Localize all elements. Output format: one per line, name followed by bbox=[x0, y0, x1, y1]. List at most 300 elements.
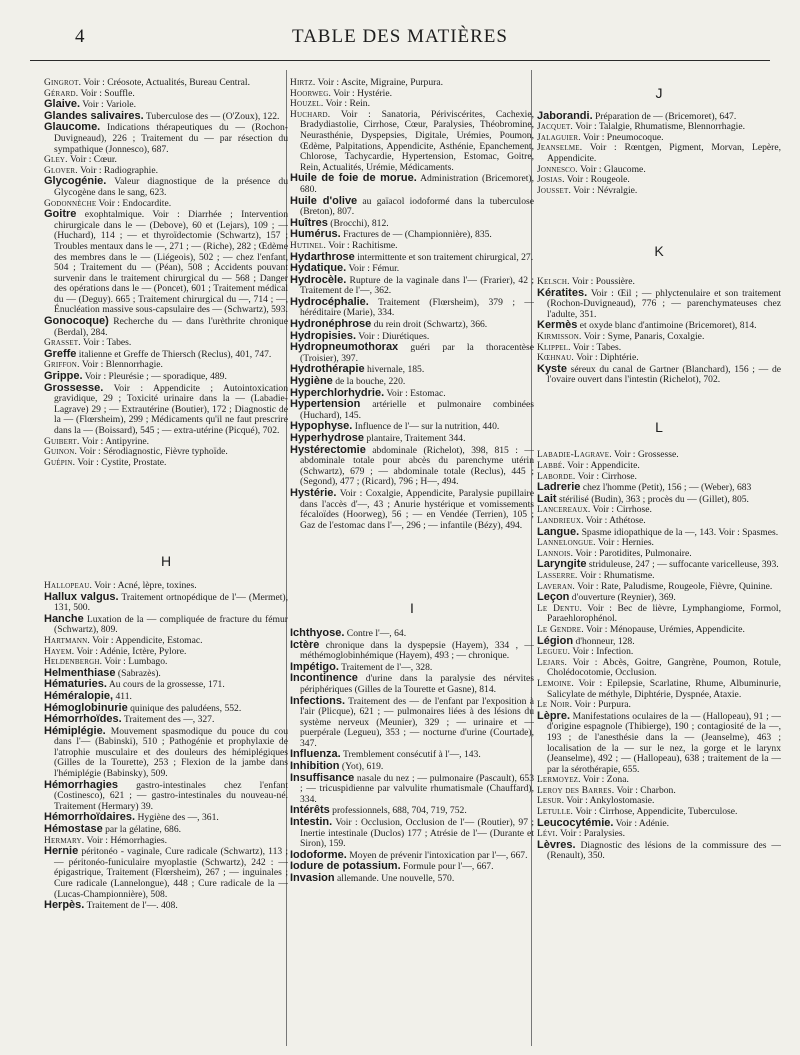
entry-heading: Le Noir. bbox=[537, 700, 573, 711]
entry-heading: Jonnesco. bbox=[537, 164, 578, 175]
entry-heading: Gley. bbox=[44, 155, 68, 166]
entry-text: Valeur diagnostique de la présence du Glycogène dans le sang, 623. bbox=[54, 176, 288, 198]
entry-text: gastro-intestinales chez l'enfant (Costinesco), 621 ; — gastro-intestinales du nouveau-né. Traitement (Hermary) 39. bbox=[54, 779, 288, 812]
index-entry bbox=[290, 297, 534, 319]
entry-text: plantaire, Traitement 344. bbox=[363, 433, 466, 444]
entry-text: Voir : Tabes. bbox=[80, 337, 132, 349]
entry-text: Au cours de la grossesse, 171. bbox=[106, 679, 225, 691]
entry-text: Voir : Charbon. bbox=[614, 784, 676, 796]
entry-text: Administration (Bricemoret), 680. bbox=[300, 173, 534, 195]
entry-heading: Leucocytémie. bbox=[537, 816, 614, 829]
spacer bbox=[537, 257, 781, 277]
entry-text: Voir : Occlusion, Occlusion de l'— (Routier), 97 ; Inertie intestinale (Duclos) 177 ; Atrésie de l'— (Durante et Siron), 159. bbox=[300, 817, 534, 850]
index-entry bbox=[44, 458, 288, 469]
index-entry bbox=[537, 559, 781, 571]
entry-text: Voir : Lumbago. bbox=[102, 656, 168, 668]
index-entry bbox=[44, 780, 288, 813]
entry-heading: Lermoyez. bbox=[537, 775, 581, 786]
index-entry bbox=[537, 582, 781, 593]
entry-heading: Grossesse. bbox=[44, 381, 104, 394]
entry-text: Voir : Endocardite. bbox=[96, 197, 172, 209]
section-letter: J bbox=[655, 85, 663, 101]
entry-heading: Herpès. bbox=[44, 899, 85, 912]
entry-text: Voir : Rachitisme. bbox=[325, 239, 398, 251]
entry-text: (Sabrazès). bbox=[115, 667, 161, 679]
index-entry bbox=[44, 199, 288, 210]
entry-text: Voir : Sanatoria, Périviscérites, Cachexie, Bradydiastolie, Cirrhose, Cœur, Paralysies, Théobromine, Neurasthénie, Dyspepsies, Digitale, Urémies, Poumon, Œdème, Palpitations, Appendicite, Asthénie, Epanchement, Chlorose, Tachycardie, Hypertension, Estomac, Goitre, Rein, Actualités, Urémie, Médicaments. bbox=[300, 108, 534, 173]
entry-text: Voir : Rougeole. bbox=[564, 174, 630, 186]
index-entry bbox=[290, 628, 534, 640]
spacer bbox=[290, 531, 534, 603]
entry-heading: Labbé. bbox=[537, 461, 565, 472]
index-entry bbox=[537, 711, 781, 776]
entry-heading: Helmenthiase bbox=[44, 666, 116, 679]
entry-heading: Goitre bbox=[44, 208, 77, 221]
entry-heading: Labadie-Lagrave. bbox=[537, 450, 612, 461]
index-entry bbox=[537, 700, 781, 711]
entry-text: Traitement (Flœrsheim), 379 ; — héréditaire (Marie), 334. bbox=[300, 296, 534, 319]
entry-heading: Huile d'olive bbox=[290, 194, 358, 207]
entry-heading: Glaive. bbox=[44, 98, 81, 111]
entry-heading: Legueu. bbox=[537, 647, 571, 658]
index-entry bbox=[290, 342, 534, 364]
entry-text: d'ouverture (Reynier), 369. bbox=[569, 592, 676, 604]
index-entry bbox=[44, 592, 288, 614]
entry-heading: Hermary. bbox=[44, 835, 85, 846]
index-entry bbox=[290, 640, 534, 662]
entry-heading: Guépin. bbox=[44, 457, 76, 468]
entry-text: Voir : Parotidites, Pulmonaire. bbox=[573, 547, 692, 559]
index-entry bbox=[537, 505, 781, 516]
entry-text: Indications thérapeutiques du — (Rochon-Duvigneaud), 226 ; Traitement du — par résection du sympathique (Jonnesco), 687. bbox=[54, 122, 288, 155]
section-letter: K bbox=[654, 243, 664, 260]
entry-text: Voir : Glaucome. bbox=[577, 163, 646, 175]
entry-text: Voir : Appendicite. bbox=[564, 460, 640, 472]
entry-heading: Hyperchlorhydrie. bbox=[290, 386, 385, 399]
entry-heading: Hirtz. bbox=[290, 78, 316, 88]
index-entry bbox=[537, 625, 781, 636]
entry-text: Contre l'—, 64. bbox=[344, 627, 407, 639]
entry-heading: Hydrocéphalie. bbox=[290, 295, 369, 308]
entry-text: Luxation de la — compliquée de fracture du fémur (Schwartz), 809. bbox=[54, 613, 288, 636]
entry-text: (Brocchi), 812. bbox=[327, 217, 389, 229]
entry-heading: Lemoine. bbox=[537, 678, 574, 689]
entry-heading: Letulle. bbox=[537, 807, 574, 818]
entry-heading: Hydrocèle. bbox=[290, 273, 347, 286]
entry-heading: Intestin. bbox=[290, 816, 333, 829]
entry-heading: Jeanselme. bbox=[537, 143, 583, 154]
entry-text: péritonéo - vaginale, Cure radicale (Schwartz), 113 ; — péritonéo-funiculaire myoplastie (Schwartz), 242 : — épigastrique, Traitement (Flœrsheim), 267 ; — inguinales ; Cure radicale (Lannelongue), 448 ; Cure radicale de la — (Lucas-Championnière), 508. bbox=[54, 846, 288, 900]
entry-heading: Hydronéphrose bbox=[290, 318, 372, 331]
entry-text: nasale du nez ; — pulmonaire (Pascault), 653 ; — tricuspidienne par valvulite rhumatismale (Chauffard), 334. bbox=[300, 772, 534, 805]
entry-heading: Leçon bbox=[537, 591, 570, 604]
page-header bbox=[30, 22, 770, 56]
entry-heading: Ichthyose. bbox=[290, 626, 345, 639]
entry-heading: Jalaguier. bbox=[537, 132, 581, 143]
entry-heading: Iodoforme. bbox=[290, 848, 347, 861]
entry-text: chronique dans la dyspepsie (Hayem), 334 , — méthémoglobinhémique (Hayem), 493 ; — chronique. bbox=[300, 639, 534, 662]
entry-text: Voir : Infection. bbox=[570, 646, 634, 658]
entry-heading: Hallopeau. bbox=[44, 580, 93, 591]
entry-text: Traitement de l'—. 408. bbox=[84, 900, 178, 912]
spacer bbox=[537, 386, 781, 422]
entry-heading: Hémorrhagies bbox=[44, 778, 118, 791]
index-entry bbox=[290, 110, 534, 174]
index-entry bbox=[44, 836, 288, 847]
entry-text: Voir : Talalgie, Rhumatisme, Blennorrhagie. bbox=[572, 121, 745, 133]
entry-text: italienne et Greffe de Thiersch (Reclus), 401, 747. bbox=[76, 348, 272, 360]
entry-heading: Hanche bbox=[44, 612, 84, 625]
entry-heading: Huchard. bbox=[290, 109, 331, 120]
index-entry bbox=[44, 338, 288, 349]
entry-heading: Lannois. bbox=[537, 548, 574, 559]
index-entry bbox=[537, 482, 781, 494]
entry-text: striduleuse, 247 ; — suffocante varicelleuse, 393. bbox=[586, 559, 779, 571]
index-entry bbox=[537, 679, 781, 700]
entry-text: Voir : Syme, Panaris, Coxalgie. bbox=[581, 330, 705, 342]
index-entry bbox=[290, 196, 534, 218]
entry-heading: Grasset. bbox=[44, 338, 81, 349]
entry-heading: Lancereaux. bbox=[537, 505, 591, 516]
index-entry bbox=[44, 316, 288, 338]
entry-text: Voir : Coxalgie, Appendicite, Paralysie pupillaire dans l'accès d'—, 43 ; Anurie hystérique et vomissements fécaloïdes (Hoorweg), 56 ; — en Vendée (Terrien), 105 ; Gaz de l'estomac dans l'—, 296 ; — infantile (Bézy), 494. bbox=[300, 487, 534, 531]
entry-text: Voir : Grossesse. bbox=[611, 449, 679, 461]
entry-heading: Laborde. bbox=[537, 471, 576, 482]
index-entry bbox=[290, 399, 534, 421]
entry-text: par la gélatine, 686. bbox=[102, 824, 182, 836]
spacer bbox=[537, 196, 781, 246]
entry-heading: Jousset. bbox=[537, 185, 572, 196]
entry-text: Voir : Cirrhose. bbox=[590, 504, 652, 516]
entry-text: et oxyde blanc d'antimoine (Bricemoret), 814. bbox=[577, 320, 757, 332]
entry-heading: Lasserre. bbox=[537, 571, 578, 581]
entry-heading: Glandes salivaires. bbox=[44, 109, 144, 122]
entry-heading: Iodure de potassium. bbox=[290, 860, 401, 873]
entry-heading: Kirmisson. bbox=[537, 331, 582, 342]
entry-text: d'honneur, 128. bbox=[573, 635, 635, 647]
section-letter: I bbox=[410, 600, 414, 617]
entry-heading: Lait bbox=[537, 492, 557, 505]
entry-text: Mouvement spasmodique du pouce du cou dans l'— (Babinski), 510 ; Pathogénie et prophylaxie de l'atrophie musculaire et des douleurs des hémiplégiques (Gilles de la Tourette), 253 ; Flexion de la jambe dans l'hémiplégie (Babinsky), 509. bbox=[54, 725, 288, 780]
entry-heading: Hématuries. bbox=[44, 678, 107, 691]
entry-text: Voir : Antipyrine. bbox=[79, 435, 150, 447]
entry-text: quinique des paludéens, 552. bbox=[127, 702, 242, 714]
entry-heading: Kermès bbox=[537, 319, 578, 332]
entry-heading: Ictère bbox=[290, 638, 320, 651]
entry-text: abdominale (Richelot), 398, 815 : — abdominale totale pour abcès du parenchyme utérin (Schwartz), 679 ; — abdominale totale (Reclus), 445 ; (Segond), 477 ; (Ricard), 796 ; H—, 494. bbox=[300, 444, 534, 488]
entry-heading: Hallux valgus. bbox=[44, 590, 119, 603]
entry-heading: Hémostase bbox=[44, 823, 103, 836]
entry-heading: Godonnèche bbox=[44, 198, 97, 209]
entry-heading: Ladrerie bbox=[537, 481, 581, 494]
entry-text: Voir : Poussière. bbox=[569, 275, 635, 287]
entry-heading: Jaborandi. bbox=[537, 109, 593, 122]
entry-text: Voir : Purpura. bbox=[572, 699, 631, 711]
index-entry bbox=[290, 78, 534, 89]
entry-heading: Hygiène bbox=[290, 375, 333, 388]
entry-text: Voir : Blennorrhagie. bbox=[79, 359, 163, 371]
index-entry bbox=[537, 186, 781, 197]
entry-heading: Glycogénie. bbox=[44, 175, 107, 188]
entry-text: Voir : Rein. bbox=[323, 98, 371, 110]
entry-text: artérielle et pulmonaire combinées (Huchard), 145. bbox=[300, 399, 534, 421]
index-entry bbox=[537, 143, 781, 164]
running-title: TABLE DES MATIÈRES bbox=[292, 26, 508, 47]
section-letter: L bbox=[655, 418, 663, 435]
entry-text: Voir : Ascite, Migraine, Purpura. bbox=[315, 78, 444, 88]
entry-heading: Josias. bbox=[537, 175, 565, 186]
entry-text: intermittente et son traitement chirurgical, 27. bbox=[354, 251, 534, 263]
entry-heading: Lèvres. bbox=[537, 838, 576, 851]
entry-text: d'urine dans la paralysie des nérvites périphériques (Gilles de la Tourette et Gasne), 814. bbox=[300, 673, 534, 695]
entry-text: Voir : Cirrhose, Appendicite, Tuberculose. bbox=[573, 806, 738, 818]
entry-heading: Lannelongue. bbox=[537, 538, 596, 549]
entry-heading: Jacquet. bbox=[537, 122, 573, 133]
entry-text: Voir : Appendicite ; Autointoxication gravidique, 29 ; Toxicité urinaire dans la — (Labadie-Lagrave) 29 ; — Extrautérine (Boutier), 172 ; Diagnostic de la — (Flœrsheim), 299 ; Médicaments qu'il ne faut prescrire dans la — (Boissard), 545 ; — extra-utérine (Picqué), 702. bbox=[54, 382, 288, 436]
index-entry bbox=[537, 288, 781, 321]
entry-heading: Hypophyse. bbox=[290, 420, 353, 433]
entry-text: exophtalmique. Voir : Diarrhée ; Intervention chirurgicale dans le — (Debove), 60 et (Lejars), 109 ; — (Huchard), 114 ; — et thyroïdectomie (Schwartz), 157 ; Troubles mentaux dans le —, 271 ; — (Riche), 282 ; Œdème des membres dans le — (Liégeois), 502 ; — chez l'enfant, 504 ; Traitement du — (Péan), 508 ; Accidents pouvant survenir dans le traitement chirurgical du — 568 ; Danger des opérations dans le — (Poncet), 601 ; Traitement médical du — (Deguy). 665 ; Traitement chirurgical du —, 714 ; —, Énucléation massive sous-capsulaire des — (Schwartz), 593. bbox=[54, 209, 288, 316]
entry-text: Voir : Athétose. bbox=[583, 515, 646, 527]
entry-text: Fractures de — (Championnière), 835. bbox=[340, 229, 492, 241]
entry-heading: Houzel. bbox=[290, 99, 324, 110]
entry-text: Voir : Hémorrhagies. bbox=[84, 834, 168, 846]
entry-heading: Impétigo. bbox=[290, 660, 339, 673]
index-entry bbox=[290, 873, 534, 885]
entry-text: Voir : Epilepsie, Scarlatine, Rhume, Albuminurie, Salicylate de méthyle, Diphtérie, Dyspnée, Ataxie. bbox=[547, 677, 781, 700]
entry-heading: Incontinence bbox=[290, 672, 358, 685]
index-entry bbox=[537, 658, 781, 679]
entry-text: Voir : Hernies. bbox=[595, 537, 654, 549]
entry-text: Voir : Adénie. bbox=[613, 817, 670, 829]
index-entry bbox=[44, 383, 288, 437]
entry-text: Voir : Cirrhose. bbox=[575, 470, 637, 482]
entry-text: Voir : Diphtérie. bbox=[573, 352, 639, 364]
page-number: 4 bbox=[75, 26, 85, 47]
entry-heading: Gonocoque) bbox=[44, 315, 109, 328]
entry-text: Voir : Fémur. bbox=[346, 263, 400, 275]
entry-text: Voir : Adénie, Ictère, Pylore. bbox=[74, 645, 187, 657]
index-column-1 bbox=[44, 78, 288, 1048]
entry-heading: Laryngite bbox=[537, 558, 587, 571]
entry-heading: Hydropneumothorax bbox=[290, 341, 399, 354]
index-entry bbox=[44, 209, 288, 316]
entry-text: Voir : Rate, Paludisme, Rougeole, Fièvre, Quinine. bbox=[574, 580, 773, 592]
entry-heading: Heldenbergh. bbox=[44, 657, 103, 668]
entry-heading: Glover. bbox=[44, 165, 78, 176]
entry-heading: Glaucome. bbox=[44, 121, 101, 134]
index-entry bbox=[290, 488, 534, 531]
index-entry bbox=[44, 900, 288, 912]
entry-text: Voir : Pneumocoque. bbox=[580, 131, 664, 143]
entry-text: Voir : Sérodiagnostic, Fièvre typhoïde. bbox=[77, 446, 228, 458]
index-column-3 bbox=[537, 78, 781, 1048]
entry-heading: Kératites. bbox=[537, 286, 588, 299]
entry-heading: Hémorrhoïdaires. bbox=[44, 811, 136, 824]
entry-heading: Invasion bbox=[290, 872, 335, 884]
entry-heading: Hémorrhoïdes. bbox=[44, 713, 122, 726]
index-entry bbox=[290, 673, 534, 695]
entry-heading: Guibert. bbox=[44, 436, 80, 447]
entry-heading: Héméralopie, bbox=[44, 689, 114, 702]
entry-heading: Kœhnau. bbox=[537, 353, 574, 364]
entry-heading: Insuffisance bbox=[290, 771, 355, 784]
index-entry bbox=[537, 604, 781, 625]
spacer bbox=[290, 614, 534, 628]
entry-heading: Hydarthrose bbox=[290, 250, 355, 263]
entry-heading: Griffon. bbox=[44, 360, 80, 371]
entry-heading: Lévi. bbox=[537, 829, 558, 840]
entry-text: Traitement des —, 327. bbox=[121, 714, 215, 726]
entry-text: Spasme idiopathique de la —, 143. Voir : Spasmes. bbox=[579, 526, 779, 538]
entry-text: Manifestations oculaires de la — (Hallopeau), 91 ; — d'origine espagnole (Thibierge), 190 ; contagiosité de la —, 193 ; de l'anesthésie dans la — (Jeanselme), 463 ; localisation de la — sur le nez, la gorge et le larynx (Jeanselme), 492 ; — (Hallopeau), 638 ; traitement de la — par la sérothérapie, 655. bbox=[547, 710, 781, 775]
index-column-2 bbox=[290, 78, 534, 1048]
entry-heading: Hypertension bbox=[290, 398, 361, 411]
index-entry bbox=[537, 494, 781, 506]
entry-text: Voir : Variole. bbox=[80, 99, 137, 111]
entry-text: Recherche du — dans l'urèthrite chronique (Berdal), 284. bbox=[54, 316, 288, 338]
entry-text: de la bouche, 220. bbox=[332, 376, 406, 388]
entry-text: Préparation de — (Bricemoret), 647. bbox=[592, 110, 737, 122]
entry-heading: Guinon. bbox=[44, 447, 78, 458]
spacer bbox=[44, 567, 288, 581]
entry-text: Voir : Hystérie. bbox=[331, 87, 392, 99]
entry-heading: Lesur. bbox=[537, 796, 565, 807]
entry-text: Voir : Pleurésie ; — sporadique, 489. bbox=[82, 371, 227, 383]
entry-text: Voir : Ankylostomasie. bbox=[564, 795, 655, 807]
entry-text: Voir : Diurétiques. bbox=[356, 330, 430, 342]
entry-heading: Hémiplégie. bbox=[44, 724, 106, 737]
entry-text: Moyen de prévenir l'intoxication par l'—, 667. bbox=[346, 849, 528, 861]
entry-text: Voir : Abcès, Goitre, Gangrène, Poumon, Rotule, Cholédocotomie, Occlusion. bbox=[547, 656, 781, 679]
entry-heading: Hydropisies. bbox=[290, 329, 357, 342]
index-entry bbox=[44, 726, 288, 780]
entry-text: Voir : Névralgie. bbox=[571, 184, 638, 196]
entry-text: Hygiène des —, 361. bbox=[135, 812, 219, 824]
entry-heading: Humérus. bbox=[290, 228, 341, 241]
entry-heading: Lejars. bbox=[537, 657, 568, 668]
entry-text: stérilisé (Budin), 363 ; procès du — (Gillet), 805. bbox=[556, 493, 749, 505]
entry-heading: Hydatique. bbox=[290, 262, 347, 275]
index-entry bbox=[537, 840, 781, 862]
entry-text: Voir : Œil ; — phlyctenulaire et son traitement (Rochon-Duvigneaud), 776 ; — parenchymateuses chez l'adulte, 351. bbox=[547, 287, 781, 320]
index-entry bbox=[537, 364, 781, 386]
index-entry bbox=[44, 122, 288, 155]
entry-heading: Hoorweg. bbox=[290, 88, 332, 99]
entry-heading: Le Dentu. bbox=[537, 603, 583, 614]
entry-heading: Grippe. bbox=[44, 370, 83, 383]
entry-heading: Inhibition bbox=[290, 760, 340, 773]
header-rule bbox=[30, 60, 770, 61]
entry-heading: Hystérie. bbox=[290, 486, 337, 499]
entry-heading: Huîtres bbox=[290, 216, 328, 229]
entry-text: Voir : Cystite, Prostate. bbox=[75, 456, 167, 468]
entry-text: Influence de l'— sur la nutrition, 440. bbox=[352, 421, 500, 433]
entry-heading: Klippel. bbox=[537, 342, 571, 353]
entry-text: Voir : Zona. bbox=[580, 774, 629, 786]
entry-heading: Intérêts bbox=[290, 804, 330, 817]
entry-heading: Hydrothérapie bbox=[290, 363, 365, 376]
entry-heading: Greffe bbox=[44, 347, 77, 360]
entry-heading: Hémoglobinurie bbox=[44, 701, 128, 714]
entry-text: Diagnostic des lésions de la commissure des — (Renault), 350. bbox=[547, 839, 781, 862]
entry-text: Voir : Cœur. bbox=[67, 154, 117, 166]
entry-heading: Leroy des Barres. bbox=[537, 785, 615, 796]
section-letter: H bbox=[160, 553, 172, 570]
entry-heading: Influenza. bbox=[290, 748, 341, 761]
entry-text: Voir : Souffle. bbox=[78, 87, 135, 99]
entry-text: allemande. Une nouvelle, 570. bbox=[334, 873, 455, 884]
index-entry bbox=[44, 614, 288, 636]
entry-heading: Kyste bbox=[537, 362, 567, 375]
entry-text: hivernale, 185. bbox=[364, 364, 425, 376]
entry-text: Traitement des — de l'enfant par l'exposition à l'air (Plicque), 621 ; — pulmonaires liées à des lésions du système nerveux (Meunier), 329 ; — urinaire et — puerpérale (Legueu), 353 ; — nocturne d'urine (Courtade), 347. bbox=[300, 695, 534, 749]
entry-text: 411. bbox=[113, 690, 132, 702]
entry-text: Traitement de l'—, 328. bbox=[338, 661, 433, 673]
index-entry bbox=[290, 773, 534, 806]
entry-text: Voir : Rhumatisme. bbox=[577, 570, 655, 581]
entry-heading: Hartmann. bbox=[44, 635, 90, 646]
index-entry bbox=[44, 89, 288, 100]
entry-text: (Yot), 619. bbox=[339, 761, 384, 773]
entry-heading: Landrieux. bbox=[537, 516, 584, 527]
entry-text: Formule pour l'—, 667. bbox=[400, 861, 494, 873]
entry-text: Tuberculose des — (O'Zoux), 122. bbox=[143, 110, 280, 122]
entry-text: Voir : Radiographie. bbox=[77, 164, 158, 176]
index-entry bbox=[290, 173, 534, 195]
entry-heading: Hystérectomie bbox=[290, 443, 366, 456]
entry-text: Rupture de la vaginale dans l'— (Frarier), 42 ; Traitement de l'—, 362. bbox=[300, 274, 534, 297]
entry-text: chez l'homme (Petit), 156 ; — (Weber), 683 bbox=[580, 482, 752, 494]
index-entry bbox=[537, 353, 781, 364]
entry-heading: Laveran. bbox=[537, 581, 575, 592]
entry-text: professionnels, 688, 704, 719, 752. bbox=[329, 805, 467, 817]
entry-text: Voir : Paralysies. bbox=[557, 828, 626, 840]
entry-heading: Hyperhydrose bbox=[290, 432, 364, 444]
entry-heading: Langue. bbox=[537, 525, 580, 538]
entry-heading: Huile de foie de morue. bbox=[290, 172, 417, 185]
entry-text: au gaïacol iodoformé dans la tuberculose (Breton), 807. bbox=[300, 195, 534, 218]
index-entry bbox=[290, 696, 534, 750]
spacer bbox=[44, 468, 288, 556]
index-entry bbox=[44, 846, 288, 900]
entry-heading: Hayem. bbox=[44, 646, 75, 657]
entry-text: guéri par la thoracentèse (Troisier), 397. bbox=[300, 342, 534, 364]
entry-heading: Gérard. bbox=[44, 88, 79, 99]
entry-heading: Kelsch. bbox=[537, 276, 570, 287]
entry-text: Voir : Bec de lièvre, Lymphangiome, Formol, Paraehlorophénol. bbox=[547, 602, 781, 625]
index-entry bbox=[290, 275, 534, 297]
entry-text: Voir : Estomac. bbox=[384, 387, 446, 399]
entry-text: Voir : Tabes. bbox=[570, 341, 622, 353]
entry-text: du rein droit (Schwartz), 366. bbox=[371, 319, 488, 331]
entry-text: Voir : Appendicite, Estomac. bbox=[89, 634, 203, 646]
entry-heading: Hernie bbox=[44, 845, 79, 858]
entry-text: Voir : Ménopause, Urémies, Appendicite. bbox=[583, 623, 745, 635]
entry-text: Traitement ortnopédique de l'— (Mermet), 131, 500. bbox=[54, 591, 288, 614]
index-entry bbox=[44, 176, 288, 198]
entry-text: séreux du canal de Gartner (Blanchard), 156 ; — de l'ovaire ouvert dans l'intestin (Richelot), 702. bbox=[547, 363, 781, 386]
entry-text: Voir : Rœntgen, Pigment, Morvan, Lepère, Appendicite. bbox=[547, 142, 781, 164]
entry-text: Voir : Créosote, Actualités, Bureau Central. bbox=[81, 78, 250, 88]
index-entry bbox=[290, 445, 534, 488]
entry-heading: Hutinel. bbox=[290, 240, 326, 251]
entry-text: Voir : Acné, lèpre, toxines. bbox=[92, 579, 197, 591]
entry-heading: Légion bbox=[537, 634, 574, 647]
index-entry bbox=[290, 817, 534, 850]
entry-heading: Le Gendre. bbox=[537, 624, 584, 635]
spacer bbox=[537, 432, 781, 450]
